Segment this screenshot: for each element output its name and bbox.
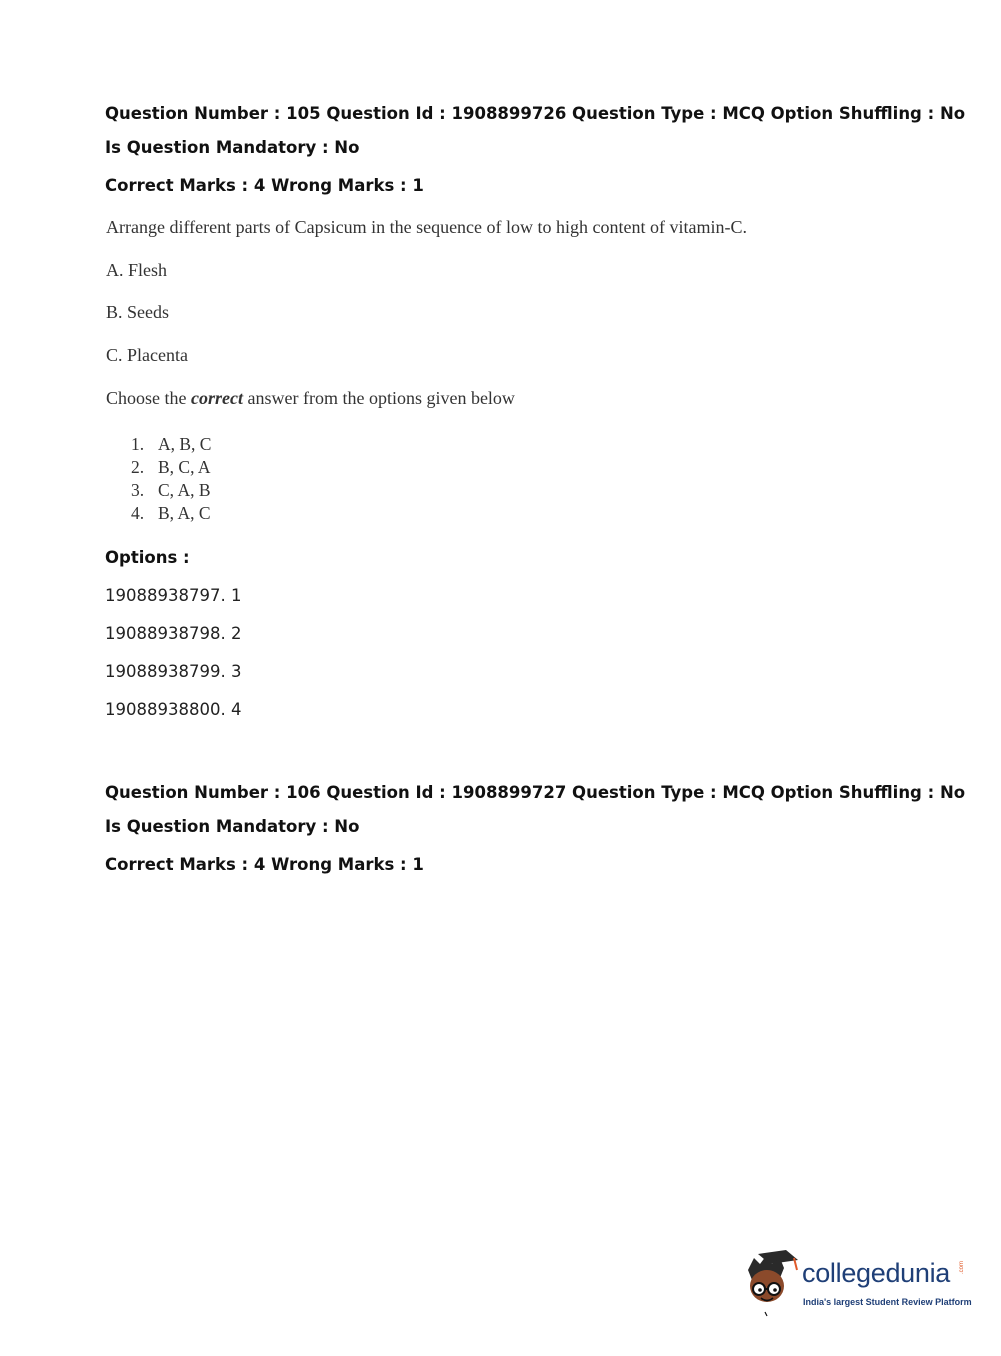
options-label: Options : <box>105 548 190 567</box>
choice-item: 4. B, A, C <box>131 503 211 523</box>
logo-wordmark: collegedunia <box>802 1258 951 1288</box>
marks-line: Correct Marks : 4 Wrong Marks : 1 <box>105 176 424 195</box>
question-stem: Arrange different parts of Capsicum in the sequence of low to high content of vitamin-C. <box>106 217 747 237</box>
option-item: 19088938797. 1 <box>105 586 242 605</box>
option-item: 19088938798. 2 <box>105 624 242 643</box>
question-header: Question Number : 106 Question Id : 1908899727 Question Type : MCQ Option Shuffling : No <box>105 783 966 802</box>
choice-item: 3. C, A, B <box>131 480 211 500</box>
option-item: 19088938800. 4 <box>105 700 242 719</box>
part-item: A. Flesh <box>106 260 168 280</box>
collegedunia-logo <box>740 1248 970 1318</box>
question-header: Question Number : 105 Question Id : 1908899726 Question Type : MCQ Option Shuffling : No <box>105 104 966 123</box>
logo-tagline: India's largest Student Review Platform <box>803 1297 972 1307</box>
part-item: C. Placenta <box>106 345 188 365</box>
option-item: 19088938799. 3 <box>105 662 242 681</box>
logo-dotcom: .com <box>959 1260 965 1274</box>
mandatory-line: Is Question Mandatory : No <box>105 138 360 157</box>
mandatory-line: Is Question Mandatory : No <box>105 817 360 836</box>
choice-item: 2. B, C, A <box>131 457 211 477</box>
marks-line: Correct Marks : 4 Wrong Marks : 1 <box>105 855 424 874</box>
mascot-icon <box>740 1248 802 1318</box>
instruction-text: Choose the correct answer from the options given below <box>106 388 515 408</box>
part-item: B. Seeds <box>106 302 169 322</box>
choice-list <box>131 433 211 525</box>
choice-item: 1. A, B, C <box>131 434 212 454</box>
